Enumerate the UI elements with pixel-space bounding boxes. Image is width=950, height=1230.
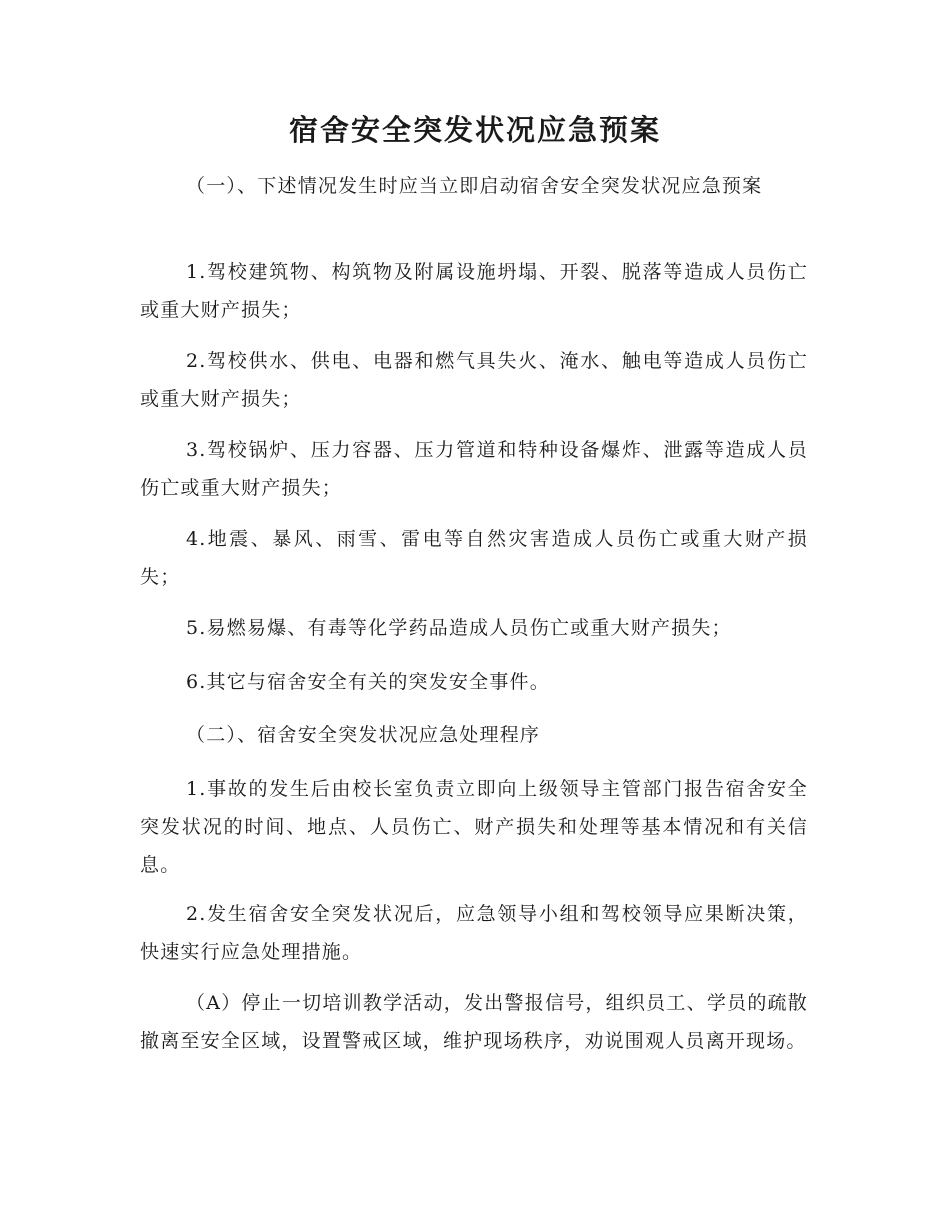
list-item-1-4: 4.地震、暴风、雨雪、雷电等自然灾害造成人员伤亡或重大财产损失； (140, 528, 808, 588)
list-item-1-3: 3.驾校锅炉、压力容器、压力管道和特种设备爆炸、泄露等造成人员伤亡或重大财产损失； (140, 439, 808, 499)
list-item-1-5: 5.易燃易爆、有毒等化学药品造成人员伤亡或重大财产损失； (186, 617, 732, 639)
document-title: 宿舍安全突发状况应急预案 (288, 113, 661, 147)
section-heading-1: （一）、下述情况发生时应当立即启动宿舍安全突发状况应急预案 (186, 175, 763, 197)
list-item-1-1: 1.驾校建筑物、构筑物及附属设施坍塌、开裂、脱落等造成人员伤亡或重大财产损失； (140, 261, 808, 321)
list-item-2-2: 2.发生宿舍安全突发状况后，应急领导小组和驾校领导应果断决策，快速实行应急处理措施。 (140, 903, 808, 963)
list-item-1-2: 2.驾校供水、供电、电器和燃气具失火、淹水、触电等造成人员伤亡或重大财产损失； (140, 350, 808, 410)
list-item-2-a: （A）停止一切培训教学活动，发出警报信号，组织员工、学员的疏散撤离至安全区域，设置警戒区域，维护现场秩序，劝说围观人员离开现场。 (140, 992, 808, 1052)
list-item-1-6: 6.其它与宿舍安全有关的突发安全事件。 (186, 671, 550, 693)
list-item-2-1: 1.事故的发生后由校长室负责立即向上级领导主管部门报告宿舍安全突发状况的时间、地点、人员伤亡、财产损失和处理等基本情况和有关信息。 (140, 778, 808, 876)
section-heading-2: （二）、宿舍安全突发状况应急处理程序 (186, 724, 541, 746)
